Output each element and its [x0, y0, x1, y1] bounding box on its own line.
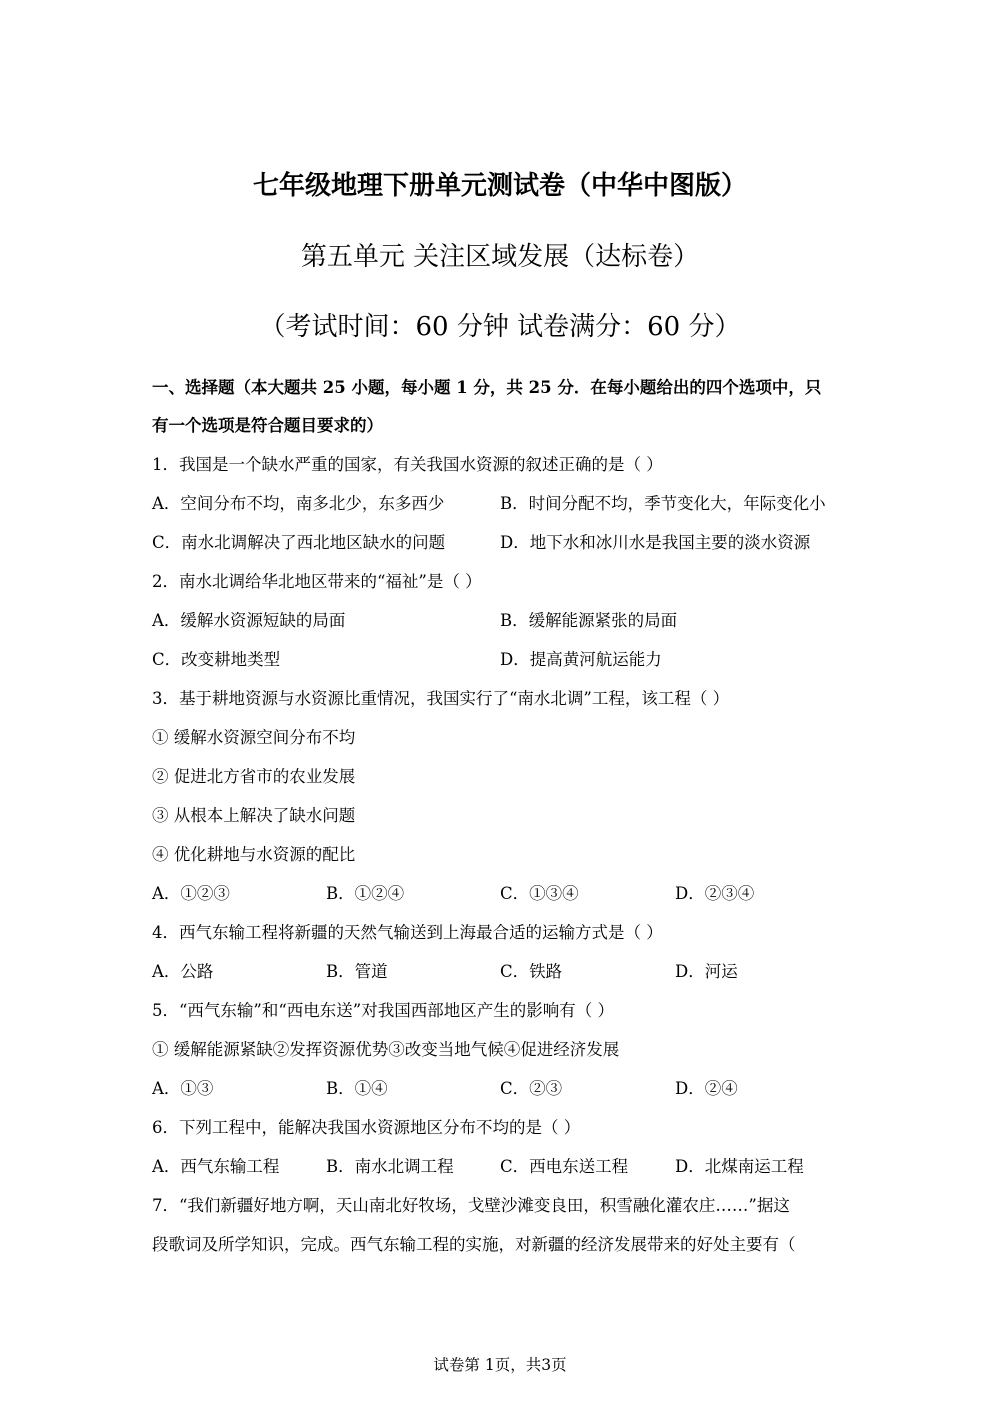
- question-4-option-b: B．管道: [326, 962, 388, 981]
- question-6-option-b: B．南水北调工程: [326, 1157, 454, 1176]
- question-1-option-a: A．空间分布不均，南多北少，东多西少: [152, 494, 445, 513]
- question-5-statement: ① 缓解能源紧缺②发挥资源优势③改变当地气候④促进经济发展: [152, 1040, 620, 1059]
- question-2-option-b: B．缓解能源紧张的局面: [500, 611, 678, 630]
- question-1-option-d: D．地下水和冰川水是我国主要的淡水资源: [500, 533, 811, 552]
- question-1-stem: 1．我国是一个缺水严重的国家，有关我国水资源的叙述正确的是（ ）: [152, 455, 663, 474]
- question-3-stem: 3．基于耕地资源与水资源比重情况，我国实行了“南水北调”工程，该工程（ ）: [152, 689, 730, 708]
- question-3-option-a: A．①②③: [152, 884, 230, 903]
- question-5-option-b: B．①④: [326, 1079, 388, 1098]
- question-2-option-a: A．缓解水资源短缺的局面: [152, 611, 346, 630]
- question-5-option-d: D．②④: [675, 1079, 738, 1098]
- question-3-option-b: B．①②④: [326, 884, 405, 903]
- exam-title: 七年级地理下册单元测试卷（中华中图版）: [252, 171, 747, 201]
- question-2-stem: 2．南水北调给华北地区带来的“福祉”是（ ）: [152, 572, 482, 591]
- question-3-option-d: D．②③④: [675, 884, 755, 903]
- question-3-statement-1: ① 缓解水资源空间分布不均: [152, 728, 356, 747]
- question-7-stem-line-2: 段歌词及所学知识，完成。西气东输工程的实施，对新疆的经济发展带来的好处主要有（: [152, 1235, 796, 1254]
- question-5-option-a: A．①③: [152, 1079, 214, 1098]
- question-6-option-d: D．北煤南运工程: [675, 1157, 804, 1176]
- question-6-option-a: A．西气东输工程: [152, 1157, 280, 1176]
- question-6-stem: 6．下列工程中，能解决我国水资源地区分布不均的是（ ）: [152, 1118, 581, 1137]
- question-3-statement-4: ④ 优化耕地与水资源的配比: [152, 845, 356, 864]
- unit-subtitle: 第五单元 关注区域发展（达标卷）: [300, 242, 700, 272]
- question-6-option-c: C．西电东送工程: [500, 1157, 629, 1176]
- question-1-option-b: B．时间分配不均，季节变化大，年际变化小: [500, 494, 826, 513]
- section-heading-line-2: 有一个选项是符合题目要求的）: [152, 416, 383, 435]
- question-4-stem: 4．西气东输工程将新疆的天然气输送到上海最合适的运输方式是（ ）: [152, 923, 663, 942]
- question-3-option-c: C．①③④: [500, 884, 579, 903]
- question-4-option-c: C．铁路: [500, 962, 563, 981]
- question-3-statement-2: ② 促进北方省市的农业发展: [152, 767, 356, 786]
- question-7-stem-line-1: 7．“我们新疆好地方啊，天山南北好牧场，戈壁沙滩变良田，积雪融化灌农庄……”据这: [152, 1196, 790, 1215]
- section-heading-line-1: 一、选择题（本大题共 25 小题，每小题 1 分，共 25 分．在每小题给出的四个选项中，只: [152, 378, 822, 397]
- question-4-option-d: D．河运: [675, 962, 738, 981]
- question-5-option-c: C．②③: [500, 1079, 563, 1098]
- question-4-option-a: A．公路: [152, 962, 214, 981]
- question-2-option-c: C．改变耕地类型: [152, 650, 281, 669]
- exam-info: （考试时间：60 分钟 试卷满分：60 分）: [259, 312, 741, 342]
- question-5-stem: 5．“西气东输”和“西电东送”对我国西部地区产生的影响有（ ）: [152, 1001, 614, 1020]
- question-1-option-c: C．南水北调解决了西北地区缺水的问题: [152, 533, 446, 552]
- question-2-option-d: D．提高黄河航运能力: [500, 650, 662, 669]
- question-3-statement-3: ③ 从根本上解决了缺水问题: [152, 806, 356, 825]
- page-footer: 试卷第 1页，共3页: [433, 1356, 567, 1374]
